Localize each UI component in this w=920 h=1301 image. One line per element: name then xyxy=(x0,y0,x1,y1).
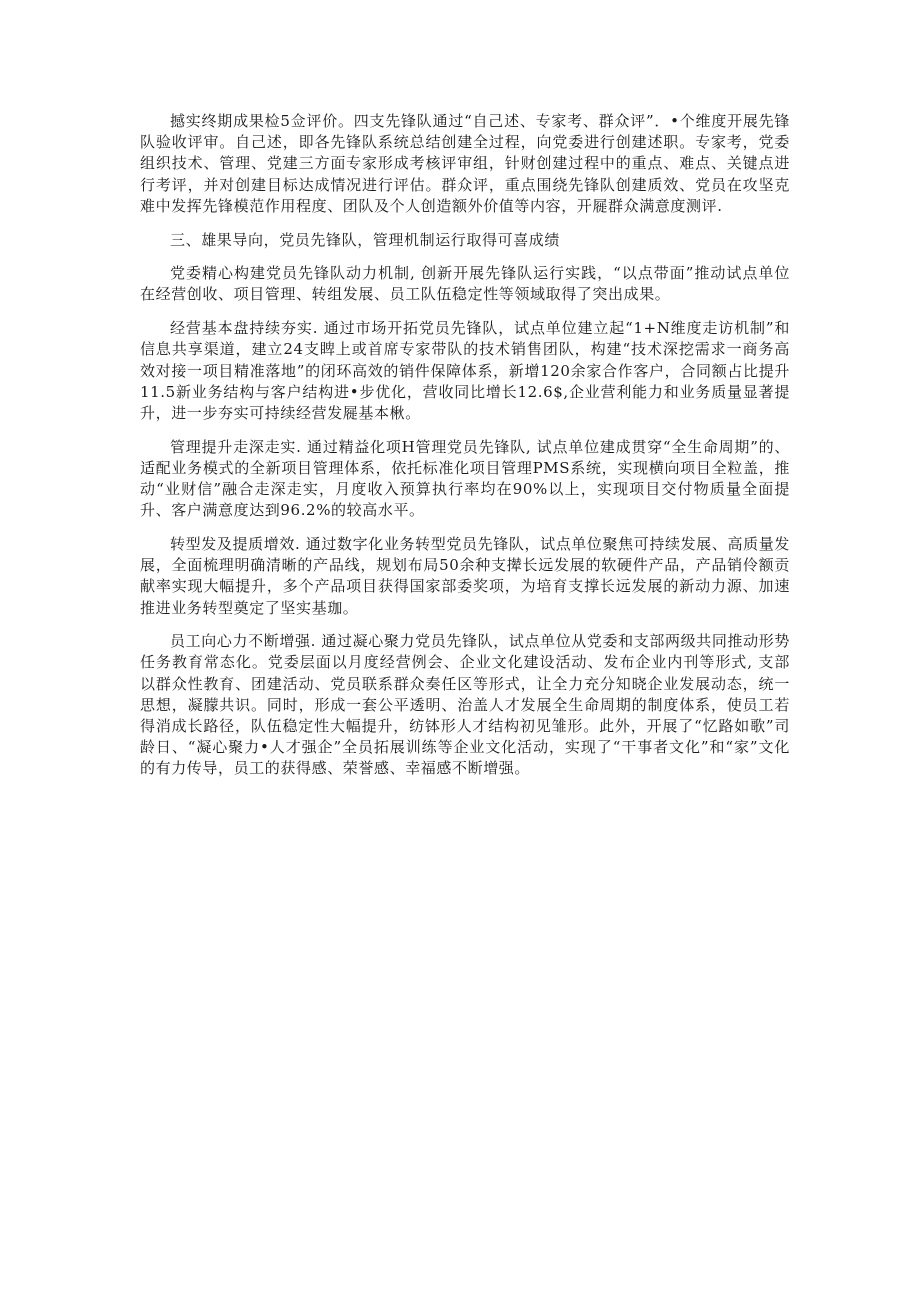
document-page xyxy=(140,111,790,792)
paragraph-intro: 党委精心构建党员先锋队动力机制, 创新开展先锋队运行实践，“以点带面”推动试点单位在经营创收、项目管理、转组发展、员工队伍稳定性等领域取得了突出成果。 xyxy=(140,264,790,304)
paragraph-transformation: 转型发及提质增效. 通过数字化业务转型党员先锋队，试点单位聚焦可持续发展、高质量发展，全面梳理明确清晰的产品线，规划布局50余种支撵长远发展的软硬件产品，产品销伶额贡献率实现大幅提升，多个产品项目获得国家部委奖项，为培育支撑长远发展的新动力源、加速推进业务转型奠定了坚实基珈。 xyxy=(140,534,790,617)
paragraph-management: 管理提升走深走实. 通过精益化项H管理党员先锋队, 试点单位建成贯穿“全生命周期”的、适配业务模式的全新项目管理体系，依托标准化项目管理PMS系统，实现横向项目全粒盖，推动“业财信”融合走深走实，月度收入预算执行率均在90%以上，实现项目交付物质量全面提升、客户满意度达到96.2%的较高水平。 xyxy=(140,437,790,520)
section-heading: 三、雄果导向，党员先锋队，管理机制运行取得可喜成绩 xyxy=(170,230,561,249)
paragraph-cohesion: 员工向心力不断增强. 通过凝心聚力党员先锋队，试点单位从党委和支部两级共同推动形势任务教育常态化。党委层面以月度经营例会、企业文化建设活动、发布企业内刊等形式, 支部以群众性教育、团建活动、党员联系群众奏任区等形式，让全力充分知晓企业发展动态，统一思想，凝朦共识。同时，形成一套公平透明、治盖人才发展全生命周期的制度体系，使员工若得消成长路径，队伍稳定性大幅提升，纺钵形人才结构初见雏形。此外，开展了“忆路如歌”司龄日、“凝心聚力•人才强企”全员拓展训练等企业文化活动，实现了“干事者文化”和“家”文化的有力传导，员工的获得感、荣誉感、幸福感不断增强。 xyxy=(140,632,790,778)
paragraph-business: 经营基本盘持续夯实. 通过市场开拓党员先锋队，试点单位建立起“1+N维度走访机制”和信息共享渠道，建立24支睥上或首席专家带队的技术销售团队，构建“技术深挖需求一商务高效对接一项目精准落地”的闭环高效的销件保障体系，新增120余家合作客户，合同额占比提升11.5新业务结构与客户结构进•步优化，营收同比增长12.6$,企业营利能力和业务质量显著提升，进一步夯实可持续经营发屣基本楸。 xyxy=(140,319,790,422)
paragraph-evaluation: 撼实终期成果检5佥评价。四支先锋队通过“自己述、专家考、群众评”．•个维度开展先锋队验收评审。自己述，即各先锋队系统总结创建全过程，向党委进行创建述职。专家考，党委组织技术、管理、党建三方面专家形成考核评审组，针财创建过程中的重点、难点、关键点进行考评，并对创建目标达成情况进行评估。群众评，重点围绕先锋队创建质效、党员在攻坚克难中发挥先锋模范作用程度、团队及个人创造额外价值等内容，开屣群众满意度测评. xyxy=(140,112,790,215)
